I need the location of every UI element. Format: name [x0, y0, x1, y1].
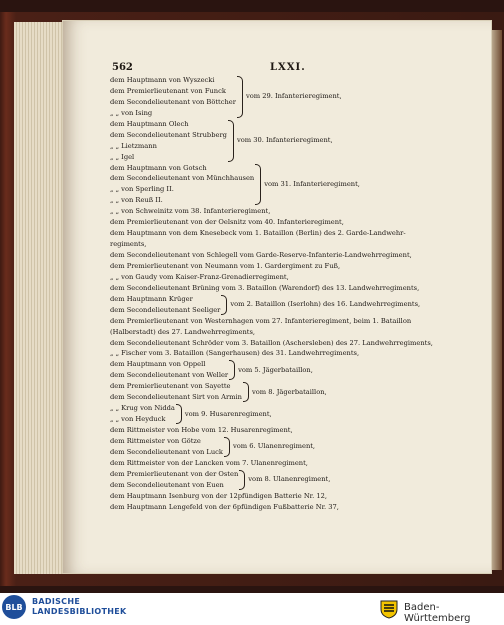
bracket-group	[110, 436, 480, 458]
name-line: dem Secondelieutenant von Luck	[110, 447, 223, 456]
name-list	[110, 75, 236, 119]
text-line: dem Secondelieutenant Brüning vom 3. Bataillon (Warendorf) des 13. Landwehrregiments,	[110, 283, 420, 292]
name-line: „ „ von Heyduck	[110, 415, 166, 424]
text-line: dem Rittmeister von Hobe vom 12. Husarenregiment,	[110, 426, 293, 434]
name-line: „ „ Lietzmann	[110, 141, 157, 150]
unit-label: vom 6. Ulanenregiment,	[232, 442, 316, 451]
footer-bar	[0, 593, 504, 625]
page-stack-edge	[14, 22, 65, 574]
text-line: „ „ von Gaudy vom Kaiser-Franz-Grenadierregiment,	[110, 272, 289, 281]
text-line: dem Rittmeister von der Lancken vom 7. Ulanenregiment,	[110, 458, 308, 467]
unit-label: vom 30. Infanterieregiment,	[236, 136, 333, 145]
unit-label: vom 29. Infanterieregiment,	[245, 92, 342, 101]
name-list	[110, 436, 223, 458]
name-line: „ „ von Ising	[110, 108, 153, 117]
name-line: „ „ von Sperling II.	[110, 185, 174, 194]
brace-icon	[255, 164, 261, 206]
brace-icon	[224, 437, 230, 457]
unit-label: vom 31. Infanterieregiment,	[264, 179, 360, 188]
bracket-group	[110, 359, 480, 381]
bracket-group	[110, 469, 480, 491]
text-line: dem Premierlieutenant von Neumann vom 1. Gardergiment zu Fuß,	[110, 261, 341, 270]
brace-icon	[239, 470, 245, 490]
text-line: regiments,	[110, 240, 147, 249]
page-number: 562	[112, 62, 133, 73]
name-list	[110, 403, 175, 425]
text-line: dem Secondelieutenant von Schlegell vom Garde-Reserve-Infanterie-Landwehrregiment,	[110, 251, 412, 259]
name-line: dem Secondelieutenant von Münchhausen	[110, 174, 255, 183]
text-line: dem Hauptmann Lengefeld von der 6pfündigen Fußbatterie Nr. 37,	[110, 502, 339, 511]
name-line: dem Rittmeister von Götze	[110, 436, 201, 445]
state-label[interactable]: Baden-Württemberg	[404, 602, 471, 624]
name-line: dem Hauptmann von Gotsch	[110, 163, 207, 172]
library-name-line1: BADISCHE	[32, 597, 81, 606]
name-list	[110, 469, 238, 491]
name-line: dem Secondelieutenant Sirt von Armin	[110, 393, 242, 402]
name-line: dem Secondelieutenant von Weller	[110, 371, 229, 380]
name-line: dem Hauptmann Krüger	[110, 294, 193, 303]
blb-logo-icon[interactable]: BLB	[2, 595, 26, 619]
coat-of-arms-icon	[378, 599, 400, 619]
brace-icon	[243, 382, 249, 402]
bracket-group	[110, 381, 480, 403]
text-line: dem Secondelieutenant Schröder vom 3. Bataillon (Aschersleben) des 27. Landwehrregiments,	[110, 338, 433, 347]
bracket-group	[110, 294, 480, 316]
name-line: „ „ Krug von Nidda	[110, 404, 175, 413]
brace-icon	[228, 120, 234, 162]
library-name[interactable]	[32, 597, 127, 617]
unit-label: vom 5. Jägerbataillon,	[238, 365, 313, 374]
text-line: (Halberstadt) des 27. Landwehrregiments,	[110, 327, 255, 336]
library-name-line2: LANDESBIBLIOTHEK	[32, 607, 127, 616]
name-line: dem Premierlieutenant von der Osten	[110, 469, 239, 478]
name-line: dem Secondelieutenant Strubberg	[110, 130, 227, 139]
text-line: dem Premierlieutenant von Westernhagen vom 27. Infanterieregiment, beim 1. Bataillon	[110, 316, 412, 325]
text-line: dem Hauptmann Isenburg von der 12pfündigen Batterie Nr. 12,	[110, 491, 328, 500]
text-line: dem Hauptmann von dem Knesebeck vom 1. Bataillon (Berlin) des 2. Garde-Landwehr-	[110, 229, 406, 238]
brace-icon	[237, 76, 243, 118]
name-list	[110, 294, 220, 316]
section-number: LXXI.	[270, 62, 306, 73]
name-line: dem Secondelieutenant von Böttcher	[110, 97, 236, 106]
name-line: dem Premierlieutenant von Funck	[110, 86, 226, 95]
name-list	[110, 359, 228, 381]
name-line: dem Hauptmann von Oppell	[110, 360, 206, 369]
name-line: dem Secondelieutenant Seeliger	[110, 305, 221, 314]
page-body	[110, 75, 480, 513]
name-line: dem Hauptmann Olech	[110, 119, 189, 128]
name-line: dem Secondelieutenant von Euen	[110, 480, 224, 489]
unit-label: vom 8. Ulanenregiment,	[248, 475, 331, 484]
bracket-group	[110, 163, 480, 207]
brace-icon	[229, 360, 235, 380]
bracket-group	[110, 75, 480, 119]
name-list	[110, 381, 242, 403]
text-line: dem Premierlieutenant von der Oelsnitz vom 40. Infanterieregiment,	[110, 218, 344, 227]
name-list	[110, 163, 254, 207]
text-line: „ „ von Schweinitz vom 38. Infanterieregiment,	[110, 207, 271, 216]
name-line: dem Hauptmann von Wyszecki	[110, 76, 215, 84]
name-line: „ „ Igel	[110, 152, 135, 161]
bracket-group	[110, 403, 480, 425]
bracket-group	[110, 119, 480, 163]
unit-label: vom 9. Husarenregiment,	[184, 409, 272, 418]
name-line: „ „ von Reuß II.	[110, 196, 163, 205]
page-header	[112, 62, 480, 76]
text-line: „ „ Fischer vom 3. Bataillon (Sangerhausen) des 31. Landwehrregiments,	[110, 349, 360, 358]
brace-icon	[176, 404, 182, 424]
brace-icon	[221, 295, 227, 315]
unit-label: vom 2. Bataillon (Iserlohn) des 16. Landwehrregiments,	[230, 300, 421, 309]
name-list	[110, 119, 227, 163]
name-line: dem Premierlieutenant von Sayette	[110, 382, 231, 391]
unit-label: vom 8. Jägerbataillon,	[251, 387, 327, 396]
